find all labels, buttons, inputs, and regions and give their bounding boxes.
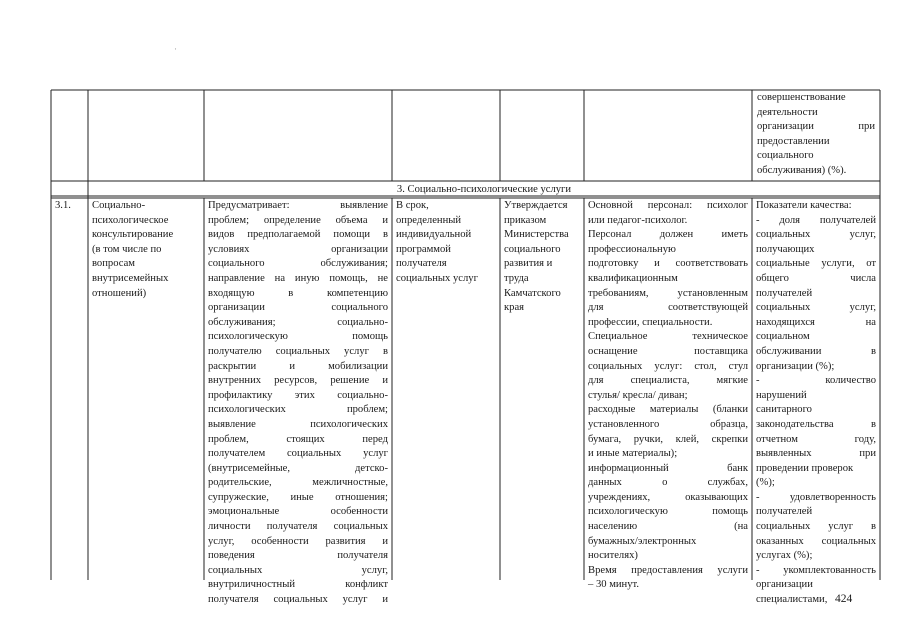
text-line: или педагог-психолог. <box>588 214 688 226</box>
text-line: внутренних ресурсов, решение и <box>208 375 388 387</box>
service-term-cell <box>396 199 498 287</box>
text-line: проблем, стоящих перед <box>208 433 388 445</box>
text-line: услугах (%); <box>756 550 813 562</box>
text-line: индивидуальной <box>396 229 472 241</box>
text-line: получателей <box>756 506 813 518</box>
text-line: обслуживания; социально- <box>208 316 388 328</box>
text-line: социального обслуживания; <box>208 258 388 270</box>
text-line: социальные услуги, от <box>756 258 876 270</box>
text-line: специалистами, <box>756 594 828 606</box>
text-line: выявление психологических <box>208 418 388 430</box>
text-line: социальных услуг, <box>208 564 388 576</box>
text-line: определенный <box>396 214 462 226</box>
text-line: социальном <box>756 331 810 343</box>
text-line: края <box>504 302 525 314</box>
text-line: труда <box>504 272 529 284</box>
service-description-cell <box>208 199 388 608</box>
text-line: подготовку и соответствовать <box>588 258 748 270</box>
text-line: получателей <box>756 287 813 299</box>
text-line: квалификационным <box>588 272 678 284</box>
text-line: получающих <box>756 243 815 255</box>
text-line: получателем социальных услуг <box>208 448 388 460</box>
text-line: санитарного <box>756 404 812 416</box>
text-line: социальных услуг <box>396 272 478 284</box>
text-line: оснащение поставщика <box>588 345 748 357</box>
text-line: психологическое <box>92 214 169 226</box>
row-number: 3.1. <box>55 200 71 211</box>
text-line: услуг, особенности развития и <box>208 535 388 547</box>
text-line: (в том числе по <box>92 243 162 255</box>
text-line: данных о службах, <box>588 477 748 489</box>
text-line: Министерства <box>504 229 569 241</box>
text-line: родительские, межличностные, <box>208 477 388 489</box>
text-line: программой <box>396 243 451 255</box>
text-line: Время предоставления услуги <box>588 564 748 576</box>
text-line: профессиональную <box>588 243 676 255</box>
text-line: для соответствующей <box>588 302 748 314</box>
text-line: учреждениях, оказывающих <box>588 491 748 503</box>
text-line: деятельности <box>757 106 818 118</box>
text-line: расходные материалы (бланки <box>588 404 748 416</box>
text-line: психологическую помощь <box>208 331 388 343</box>
text-line: получателя социальных услуг и <box>208 594 388 606</box>
stray-mark: · <box>174 44 177 54</box>
text-line: Предусматривает: выявление <box>208 200 388 211</box>
text-line: вопросам <box>92 258 135 270</box>
text-line: - доля получателей <box>756 214 876 226</box>
text-line: поведения получателя <box>208 550 388 562</box>
text-line: (внутрисемейные, детско- <box>208 462 388 474</box>
text-line: обслуживании в <box>756 345 876 357</box>
text-line: обслуживания) (%). <box>757 164 847 176</box>
text-line: отчетном году, <box>756 433 876 445</box>
text-line: предоставлении <box>757 135 830 147</box>
text-line: социальных услуг, <box>756 229 876 241</box>
text-line: организации при <box>757 121 875 133</box>
text-line: приказом <box>504 214 547 226</box>
text-line: выявленных при <box>756 448 876 460</box>
text-line: Утверждается <box>504 200 568 211</box>
service-name-cell <box>92 199 200 301</box>
section-title: 3. Социально-психологические услуги <box>396 184 572 195</box>
text-line: - количество <box>756 375 876 387</box>
text-line: личности получателя социальных <box>208 521 388 533</box>
text-line: установленного образца, <box>588 418 748 430</box>
text-line: профессии, специальности. <box>588 316 713 328</box>
text-line: получателю социальных услуг в <box>208 345 388 357</box>
text-line: Показатели качества: <box>756 200 852 211</box>
text-line: - укомплектованность <box>756 564 876 576</box>
text-line: - удовлетворенность <box>756 491 876 503</box>
text-line: (%); <box>756 477 775 489</box>
text-line: социального <box>757 150 814 162</box>
text-line: В срок, <box>396 200 429 211</box>
text-line: профилактику этих социально- <box>208 389 388 401</box>
text-line: организации (%); <box>756 360 835 372</box>
text-line: условиях организации <box>208 243 388 255</box>
quality-continuation-cell <box>757 91 875 179</box>
text-line: Персонал должен иметь <box>588 229 748 241</box>
text-line: нарушений <box>756 389 807 401</box>
text-line: бумага, ручки, клей, скрепки <box>588 433 748 445</box>
quality-indicators-cell <box>756 199 876 608</box>
text-line: общего числа <box>756 272 876 284</box>
text-line: Специальное техническое <box>588 331 748 343</box>
text-line: бумажных/электронных <box>588 535 697 547</box>
text-line: видов предполагаемой помощи в <box>208 229 388 241</box>
text-line: организации социального <box>208 302 388 314</box>
text-line: направление на иную помощь, не <box>208 272 388 284</box>
text-line: находящихся на <box>756 316 876 328</box>
text-line: развития и <box>504 258 553 270</box>
tariff-approval-cell <box>504 199 582 316</box>
text-line: оказанных социальных <box>756 535 876 547</box>
page-number: 424 <box>835 593 853 605</box>
text-line: населению (на <box>588 521 748 533</box>
text-line: психологическую помощь <box>588 506 748 518</box>
text-line: организации <box>756 579 813 591</box>
text-line: совершенствование <box>757 92 846 103</box>
text-line: законодательства в <box>756 418 876 430</box>
text-line: входящую в компетенцию <box>208 287 388 299</box>
text-line: и иные материалы); <box>588 448 678 460</box>
text-line: социальных услуг: стол, стул <box>588 360 748 372</box>
text-line: социального <box>504 243 561 255</box>
text-line: – 30 минут. <box>588 579 640 591</box>
text-line: психологических проблем; <box>208 404 388 416</box>
text-line: Основной персонал: психолог <box>588 200 748 211</box>
text-line: консультирование <box>92 229 174 241</box>
text-line: получателя <box>396 258 447 270</box>
text-line: для специалиста, мягкие <box>588 375 748 387</box>
text-line: раскрытии и мобилизации <box>208 360 388 372</box>
text-line: Социально- <box>92 200 146 211</box>
text-line: внутрисемейных <box>92 272 169 284</box>
text-line: социальных услуг, <box>756 302 876 314</box>
service-conditions-cell <box>588 199 748 593</box>
text-line: Камчатского <box>504 287 561 299</box>
text-line: эмоциональные особенности <box>208 506 388 518</box>
text-line: супружеские, иные отношения; <box>208 491 388 503</box>
text-line: требованиям, установленным <box>588 287 748 299</box>
text-line: внутриличностный конфликт <box>208 579 388 591</box>
text-line: отношений) <box>92 287 147 299</box>
text-line: социальных услуг в <box>756 521 876 533</box>
text-line: носителях) <box>588 550 638 562</box>
text-line: проведении проверок <box>756 462 854 474</box>
text-line: информационный банк <box>588 462 748 474</box>
text-line: стулья/ кресла/ диван; <box>588 389 688 401</box>
text-line: проблем; определение объема и <box>208 214 388 226</box>
